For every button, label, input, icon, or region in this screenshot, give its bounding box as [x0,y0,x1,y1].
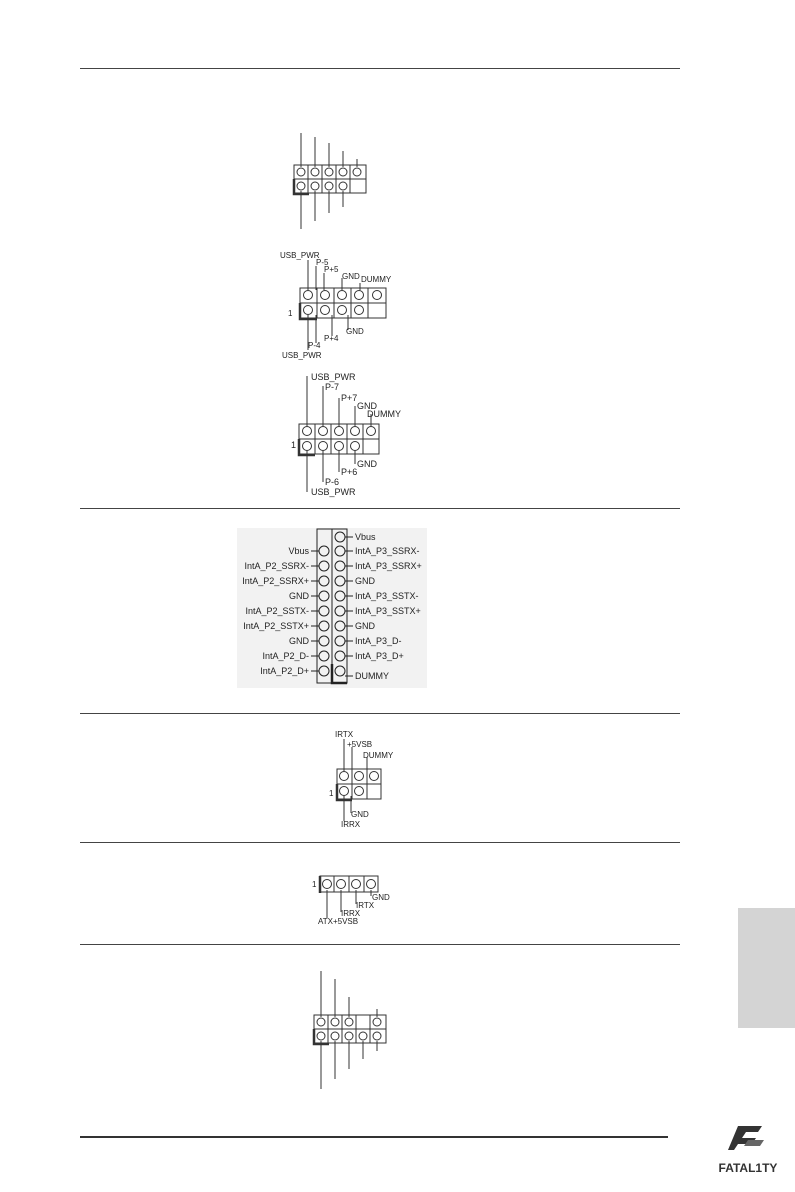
fatal1ty-emblem-icon [728,1126,764,1150]
top-rule [80,68,680,69]
pin-label: P-6 [325,477,340,487]
pin-label: GND [372,893,390,902]
pin-label: P+7 [341,393,358,403]
pin-label: IntA_P3_SSTX- [355,591,419,601]
header-diagram-unlabeled-2 [298,965,398,1095]
pin-label: GND [355,621,375,631]
footer-rule [80,1136,668,1138]
section-divider [80,713,680,714]
usb3-header [237,528,427,688]
pin-label: Vbus [355,532,376,542]
pin-label: IRTX [356,901,375,910]
section-divider [80,842,680,843]
usb2-header-a [268,248,418,363]
pin-label: IntA_P2_D- [262,651,309,661]
pin-label: GND [289,636,309,646]
pin-label: IntA_P3_SSTX+ [355,606,421,616]
pin-label: IntA_P3_SSRX- [355,546,420,556]
pin-label: GND [342,272,360,281]
pin-label: IRTX [335,730,354,739]
header-diagram-unlabeled [280,125,380,235]
pin-label: IRRX [341,909,361,918]
pin-label: +5VSB [347,740,373,749]
pin-one-marker: 1 [312,880,317,889]
pin-label: USB_PWR [280,251,320,260]
fatal1ty-logo [708,1122,788,1182]
pin-label: IntA_P2_SSRX+ [242,576,309,586]
pin-label: IntA_P3_D+ [355,651,404,661]
pin-label: IntA_P2_SSTX- [245,606,309,616]
pin-label: USB_PWR [282,351,322,360]
pin-label: DUMMY [363,751,394,760]
pin-label: Vbus [288,546,309,556]
pin-label: ATX+5VSB [318,917,359,926]
usb2-header-b [285,368,435,498]
pin-label: P-7 [325,382,340,392]
pin-label: IntA_P2_SSRX- [244,561,309,571]
side-tab [738,908,795,1028]
pin-label: USB_PWR [311,372,356,382]
pin-label: IntA_P2_D+ [260,666,309,676]
ir-header [315,725,410,835]
pin-label: IntA_P3_SSRX+ [355,561,422,571]
pin-label: IntA_P3_D- [355,636,402,646]
logo-text: FATAL1TY [718,1161,778,1175]
pin-one-marker: 1 [329,789,334,798]
pin-label: GND [289,591,309,601]
pin-label: DUMMY [355,671,389,681]
pin-label: GND [351,810,369,819]
pin-label: GND [357,401,377,411]
pin-label: P+5 [324,265,339,274]
pin-label: DUMMY [367,409,401,419]
section-divider [80,944,680,945]
pin-one-marker: 1 [291,440,297,450]
pin-label: P+6 [341,467,358,477]
pin-label: DUMMY [361,275,392,284]
pin-label: P-5 [316,258,329,267]
pin-label: USB_PWR [311,487,356,497]
section-divider [80,508,680,509]
pin-one-marker: 1 [288,309,293,318]
pin-label: IRRX [341,820,361,829]
pin-label: GND [357,459,377,469]
pin-label: P+4 [324,334,339,343]
pin-label: IntA_P2_SSTX+ [243,621,309,631]
pin-label: P-4 [308,341,321,350]
cir-header [310,872,405,930]
pin-label: GND [346,327,364,336]
pin-label: GND [355,576,375,586]
